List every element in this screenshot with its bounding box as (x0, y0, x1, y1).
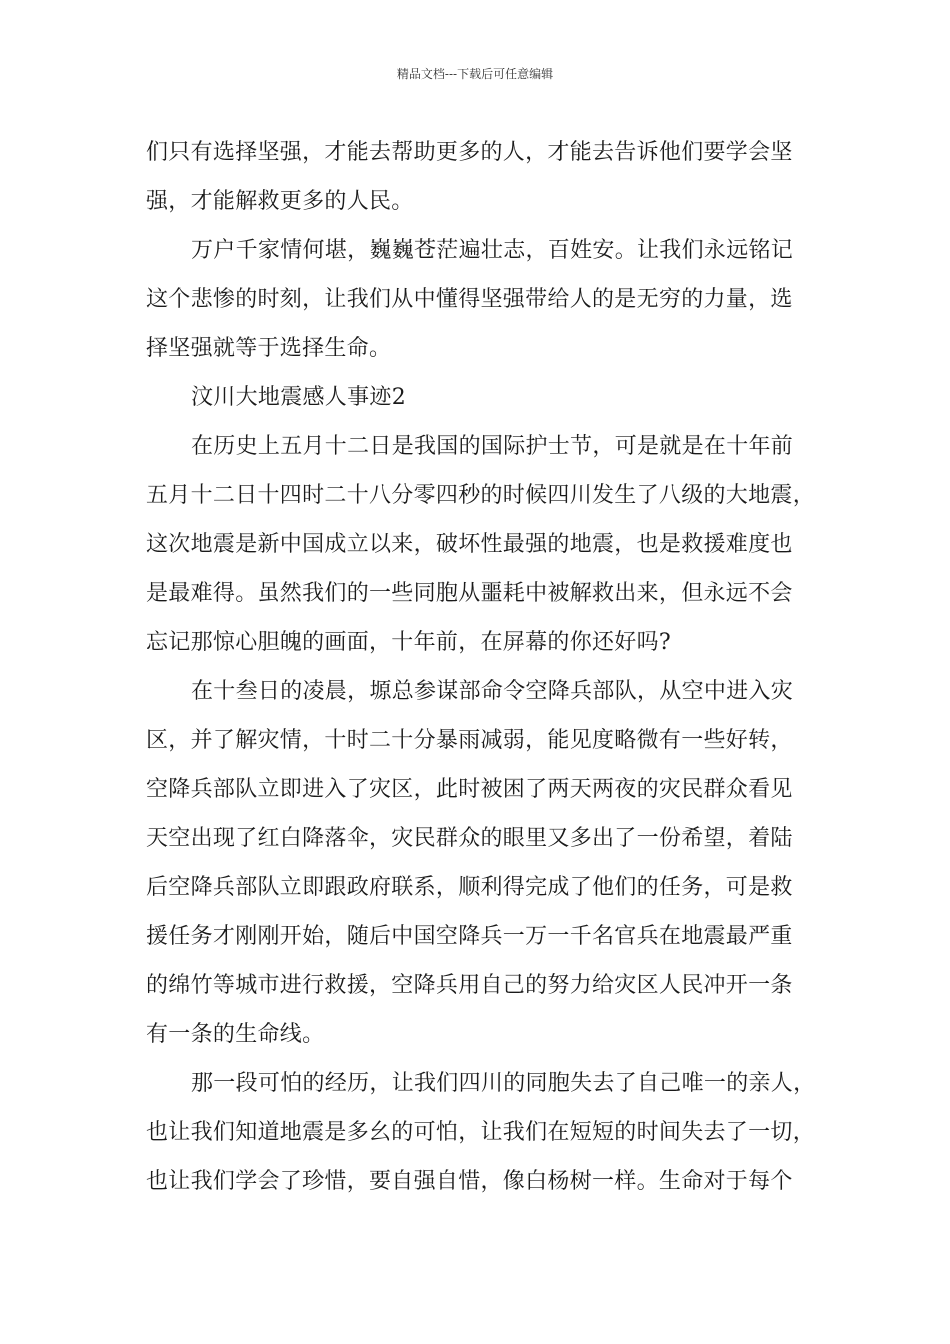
document-body (146, 128, 836, 1206)
section-heading: 汶川大地震感人事迹2 (191, 385, 406, 410)
page-header: 精品文档---下载后可任意编辑 (396, 67, 554, 81)
paragraph-start-line: 在十叁日的凌晨，塬总参谋部命令空降兵部队，从空中进入灾 (191, 679, 794, 704)
text-line: 有一条的生命线。 (146, 1022, 325, 1047)
paragraph-start-line: 万户千家情何堪，巍巍苍茫遍壮志，百姓安。让我们永远铭记 (191, 238, 794, 263)
text-line: 五月十二日十四时二十八分零四秒的时候四川发生了八级的大地震， (146, 483, 816, 508)
text-line: 是最难得。虽然我们的一些同胞从噩耗中被解救出来，但永远不会 (146, 581, 793, 606)
text-line: 忘记那惊心胆魄的画面，十年前，在屏幕的你还好吗? (146, 630, 671, 655)
text-line: 这次地震是新中国成立以来，破坏性最强的地震，也是救援难度也 (146, 532, 793, 557)
text-line: 们只有选择坚强，才能去帮助更多的人，才能去告诉他们要学会坚 (146, 140, 793, 165)
text-line: 择坚强就等于选择生命。 (146, 336, 392, 361)
text-line: 也让我们知道地震是多幺的可怕，让我们在短短的时间失去了一切， (146, 1120, 816, 1145)
text-line: 空降兵部队立即进入了灾区，此时被困了两天两夜的灾民群众看见 (146, 777, 793, 802)
text-line: 也让我们学会了珍惜，要自强自惜，像白杨树一样。生命对于每个 (146, 1169, 793, 1194)
text-line: 后空降兵部队立即跟政府联系，顺利得完成了他们的任务，可是救 (146, 875, 793, 900)
paragraph-start-line: 在历史上五月十二日是我国的国际护士节，可是就是在十年前 (191, 434, 794, 459)
text-line: 援任务才刚刚开始，随后中国空降兵一万一千名官兵在地震最严重 (146, 924, 793, 949)
text-line: 这个悲惨的时刻，让我们从中懂得坚强带给人的是无穷的力量，选 (146, 287, 793, 312)
text-line: 天空出现了红白降落伞，灾民群众的眼里又多出了一份希望，着陆 (146, 826, 793, 851)
text-line: 区，并了解灾情，十时二十分暴雨减弱，能见度略微有一些好转， (146, 728, 793, 753)
text-line: 的绵竹等城市进行救援，空降兵用自己的努力给灾区人民冲开一条 (146, 973, 793, 998)
text-line: 强，才能解救更多的人民。 (146, 189, 414, 214)
paragraph-start-line: 那一段可怕的经历，让我们四川的同胞失去了自己唯一的亲人， (191, 1071, 816, 1096)
